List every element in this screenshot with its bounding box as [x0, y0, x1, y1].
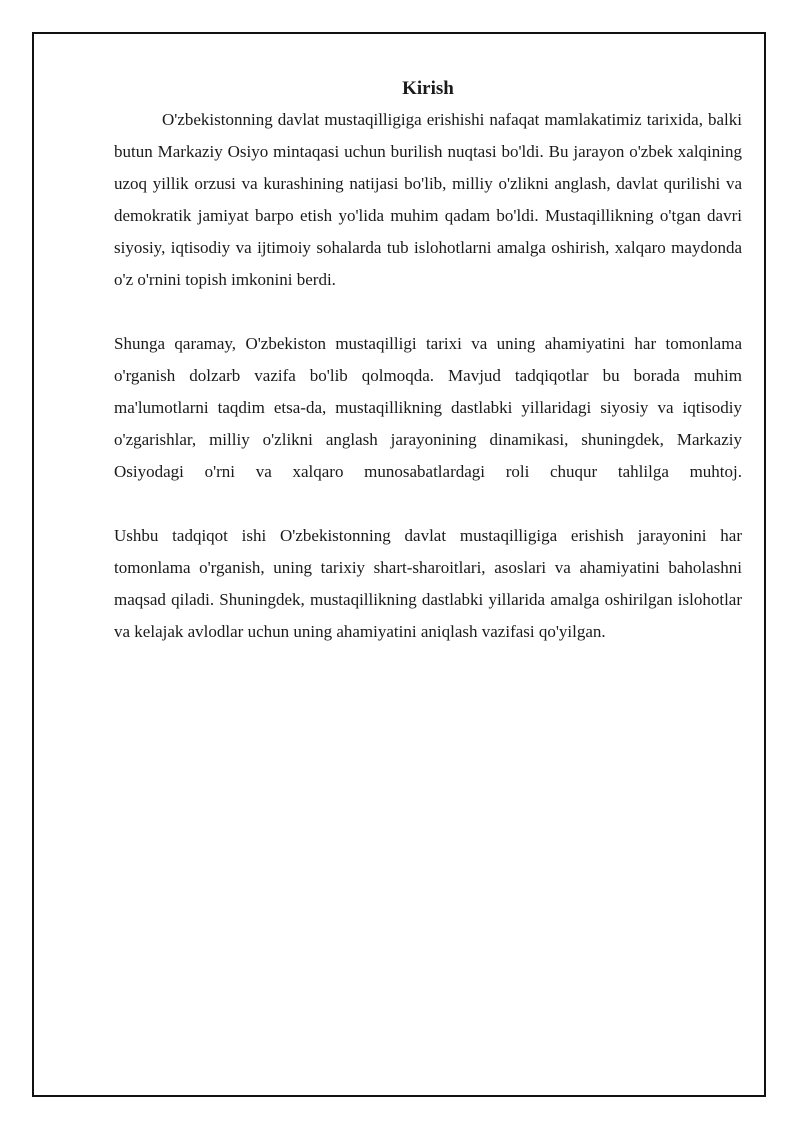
document-body [114, 74, 742, 648]
paragraph-spacer [114, 296, 742, 328]
paragraph-1: O'zbekistonning davlat mustaqilligiga erishishi nafaqat mamlakatimiz tarixida, balki butun Markaziy Osiyo mintaqasi uchun burilish nuqtasi bo'ldi. Bu jarayon o'zbek xalqining uzoq yillik orzusi va kurashining natijasi bo'lib, milliy o'zlikni anglash, davlat qurilishi va demokratik jamiyat barpo etish yo'lida muhim qadam bo'ldi. Mustaqillikning o'tgan davri siyosiy, iqtisodiy va ijtimoiy sohalarda tub islohotlarni amalga oshirish, xalqaro maydonda o'z o'rnini topish imkonini berdi. [114, 110, 742, 289]
paragraph-spacer [114, 488, 742, 520]
document-title: Kirish [402, 78, 454, 99]
paragraph-2: Shunga qaramay, O'zbekiston mustaqilligi tarixi va uning ahamiyatini har tomonlama o'rganish dolzarb vazifa bo'lib qolmoqda. Mavjud tadqiqotlar bu borada muhim ma'lumotlarni taqdim etsa-da, mustaqillikning dastlabki yillaridagi siyosiy va iqtisodiy o'zgarishlar, milliy o'zlikni anglash jarayonining dinamikasi, shuningdek, Markaziy Osiyodagi o'rni va xalqaro munosabatlardagi roli chuqur tahlilga muhtoj. [114, 334, 742, 481]
paragraph-3: Ushbu tadqiqot ishi O'zbekistonning davlat mustaqilligiga erishish jarayonini har tomonlama o'rganish, uning tarixiy shart-sharoitlari, asoslari va ahamiyatini baholashni maqsad qiladi. Shuningdek, mustaqillikning dastlabki yillarida amalga oshirilgan islohotlar va kelajak avlodlar uchun uning ahamiyatini aniqlash vazifasi qo'yilgan. [114, 526, 742, 641]
